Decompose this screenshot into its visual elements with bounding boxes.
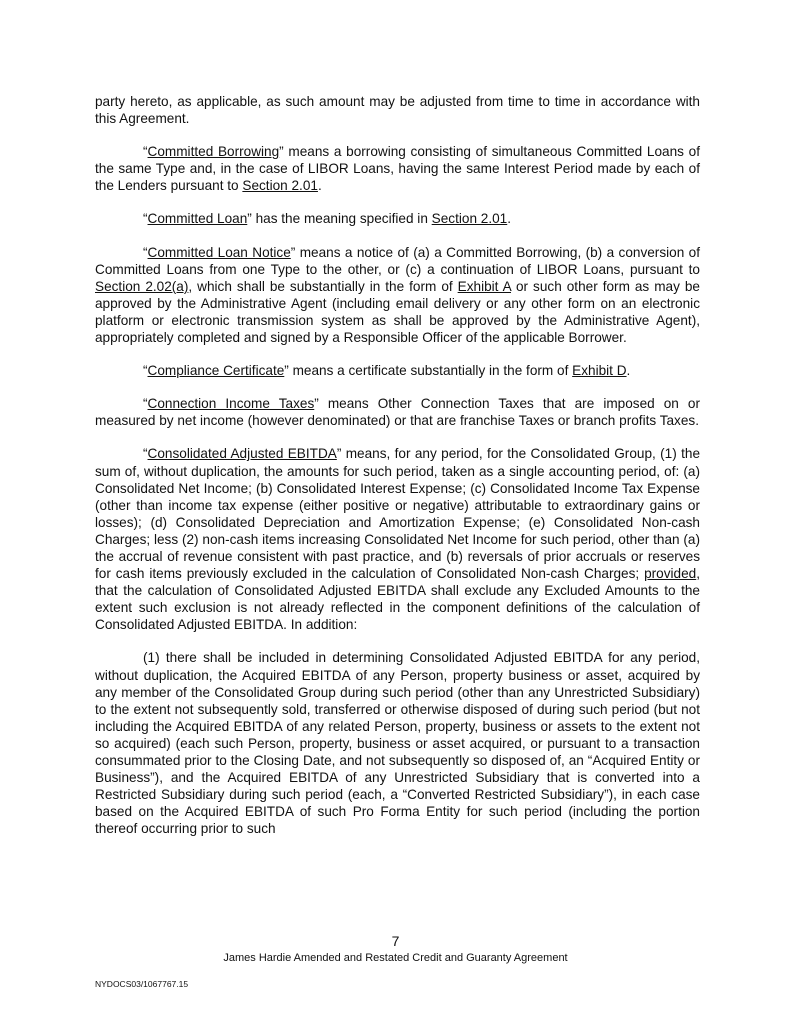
defined-term: Section 2.02(a) bbox=[95, 278, 189, 294]
defined-term: Committed Borrowing bbox=[147, 144, 280, 160]
document-body bbox=[95, 93, 700, 853]
defined-term: Section 2.01 bbox=[242, 178, 318, 194]
text-run: ” means a borrowing consisting of simultaneous Committed Loans of the same Type and, in the case of LIBOR Loans, having the same Interest Period made by each of the Lenders pursuant to bbox=[95, 144, 700, 194]
text-run: “ bbox=[143, 446, 148, 462]
text-run: or such other form as may be approved by the Administrative Agent (including email delivery or any other form on an electronic platform or electronic transmission system as shall be approved by the Administrative Agent), appropriately completed and signed by a Responsible Officer of the applicable Borrower. bbox=[95, 278, 700, 346]
text-run: ” means a certificate substantially in the form of bbox=[284, 363, 573, 379]
text-run: ” means a notice of (a) a Committed Borrowing, (b) a conversion of Committed Loans from one Type to the other, or (c) a continuation of LIBOR Loans, pursuant to bbox=[95, 244, 700, 277]
text-run: “ bbox=[143, 396, 148, 412]
defined-term: Connection Income Taxes bbox=[147, 396, 315, 412]
text-run: . bbox=[507, 211, 512, 227]
text-run: party hereto, as applicable, as such amount may be adjusted from time to time in accordance with this Agreement. bbox=[95, 94, 700, 127]
text-run: , that the calculation of Consolidated Adjusted EBITDA shall exclude any Excluded Amounts to the extent such exclusion is not already reflected in the component definitions of the calculation of Consolidated Adjusted EBITDA. In addition: bbox=[95, 566, 700, 633]
text-run: , which shall be substantially in the form of bbox=[188, 278, 458, 294]
paragraph-p5 bbox=[95, 395, 700, 429]
paragraph-p4 bbox=[95, 362, 700, 379]
paragraph-p2 bbox=[95, 210, 700, 227]
defined-term: Section 2.01 bbox=[431, 211, 508, 227]
text-run: ” means, for any period, for the Consolidated Group, (1) the sum of, without duplication, the amounts for such period, taken as a single accounting period, of: (a) Consolidated Net Income; (b) Consolidated Interest Expense; (c) Consolidated Income Tax Expense (other than income tax expense (either positive or negative) attributable to extraordinary gains or losses); (d) Consolidated Depreciation and Amortization Expense; (e) Consolidated Non-cash Charges; less (2) non-cash items increasing Consolidated Net Income for such period, other than (a) the accrual of revenue consistent with past practice, and (b) reversals of prior accruals or reserves for cash items previously excluded in the calculation of Consolidated Non-cash Charges; bbox=[95, 446, 700, 582]
text-run: “ bbox=[143, 244, 148, 260]
paragraph-p3 bbox=[95, 244, 700, 347]
text-run: “ bbox=[143, 363, 148, 379]
document-id: NYDOCS03/1067767.15 bbox=[95, 979, 189, 989]
defined-term: Committed Loan bbox=[147, 211, 248, 227]
text-run: “ bbox=[143, 144, 148, 160]
text-run: ” has the meaning specified in bbox=[247, 211, 432, 227]
paragraph-p1 bbox=[95, 143, 700, 194]
paragraph-p6 bbox=[95, 445, 700, 633]
defined-term: Exhibit A bbox=[457, 278, 511, 294]
text-run: . bbox=[626, 363, 631, 379]
defined-term: Compliance Certificate bbox=[147, 363, 285, 379]
defined-term: Committed Loan Notice bbox=[147, 244, 291, 260]
footer-title: James Hardie Amended and Restated Credit and Guaranty Agreement bbox=[223, 952, 568, 964]
defined-term: provided bbox=[644, 566, 697, 582]
text-run: ” means Other Connection Taxes that are imposed on or measured by net income (however denominated) or that are franchise Taxes or branch profits Taxes. bbox=[95, 396, 701, 429]
defined-term: Consolidated Adjusted EBITDA bbox=[147, 446, 337, 462]
paragraph-p7 bbox=[95, 649, 700, 837]
page-number: 7 bbox=[391, 933, 400, 949]
text-run: . bbox=[317, 178, 322, 194]
defined-term: Exhibit D bbox=[572, 363, 627, 379]
text-run: (1) there shall be included in determining Consolidated Adjusted EBITDA for any period, without duplication, the Acquired EBITDA of any Person, property business or asset, acquired by any member of the Consolidated Group during such period (other than any Unrestricted Subsidiary) to the extent not subsequently sold, transferred or otherwise disposed of during such period (but not including the Acquired EBITDA of any related Person, property, business or assets to the extent not so acquired) (each such Person, property, business or asset acquired, or pursuant to a transaction consummated prior to the Closing Date, and not subsequently so disposed of, an “Acquired Entity or Business”), and the Acquired EBITDA of any Unrestricted Subsidiary that is converted into a Restricted Subsidiary during such period (each, a “Converted Restricted Subsidiary”), in each case based on the Acquired EBITDA of such Pro Forma Entity for such period (including the portion thereof occurring prior to such bbox=[95, 650, 700, 837]
text-run: “ bbox=[143, 211, 148, 227]
paragraph-p0 bbox=[95, 93, 700, 127]
